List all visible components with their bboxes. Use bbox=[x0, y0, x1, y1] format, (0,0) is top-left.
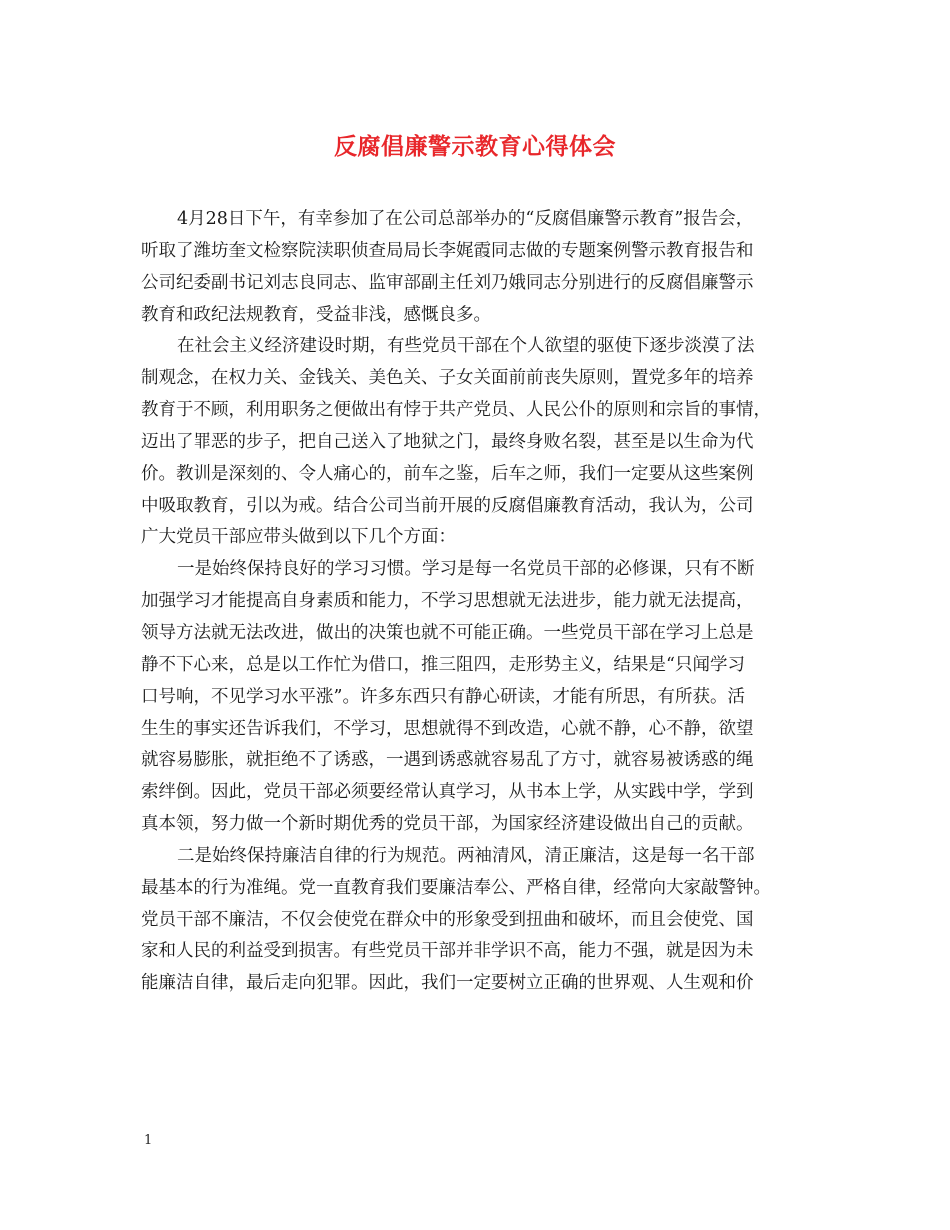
body-line: 索绊倒。因此，党员干部必须要经常认真学习，从书本上学，从实践中学，学到 bbox=[141, 782, 754, 803]
body-line: 党员干部不廉洁，不仅会使党在群众中的形象受到扭曲和破坏，而且会使党、国 bbox=[141, 909, 754, 930]
body-line: 二是始终保持廉洁自律的行为规范。两袖清风，清正廉洁，这是每一名干部 bbox=[177, 845, 755, 866]
body-line: 制观念，在权力关、金钱关、美色关、子女关面前前丧失原则，置党多年的培养 bbox=[141, 368, 754, 389]
body-line: 加强学习才能提高自身素质和能力，不学习思想就无法进步，能力就无法提高， bbox=[141, 591, 754, 612]
body-line: 能廉洁自律，最后走向犯罪。因此，我们一定要树立正确的世界观、人生观和价 bbox=[141, 973, 754, 994]
body-line: 教育于不顾，利用职务之便做出有悖于共产党员、人民公仆的原则和宗旨的事情， bbox=[141, 400, 771, 421]
document-title: 反腐倡廉警示教育心得体会 bbox=[334, 133, 616, 160]
body-line: 领导方法就无法改进，做出的决策也就不可能正确。一些党员干部在学习上总是 bbox=[141, 622, 754, 643]
body-line: 4月28日下午，有幸参加了在公司总部举办的“反腐倡廉警示教育”报告会， bbox=[177, 209, 754, 229]
body-line: 广大党员干部应带头做到以下几个方面： bbox=[141, 527, 456, 548]
body-line: 在社会主义经济建设时期，有些党员干部在个人欲望的驱使下逐步淡漠了法 bbox=[177, 336, 755, 357]
body-line: 最基本的行为准绳。党一直教育我们要廉洁奉公、严格自律，经常向大家敲警钟。 bbox=[141, 877, 771, 898]
body-line: 家和人民的利益受到损害。有些党员干部并非学识不高，能力不强，就是因为未 bbox=[141, 941, 754, 962]
body-line: 听取了潍坊奎文检察院渎职侦查局局长李娓霞同志做的专题案例警示教育报告和 bbox=[141, 240, 754, 261]
body-line: 公司纪委副书记刘志良同志、监审部副主任刘乃娥同志分别进行的反腐倡廉警示 bbox=[141, 272, 754, 293]
body-line: 一是始终保持良好的学习习惯。学习是每一名党员干部的必修课，只有不断 bbox=[177, 559, 755, 580]
body-line: 静不下心来，总是以工作忙为借口，推三阻四，走形势主义，结果是“只闻学习 bbox=[141, 654, 745, 675]
body-line: 真本领，努力做一个新时期优秀的党员干部，为国家经济建设做出自己的贡献。 bbox=[141, 814, 754, 835]
body-line: 中吸取教育，引以为戒。结合公司当前开展的反腐倡廉教育活动，我认为，公司 bbox=[141, 495, 754, 516]
body-line: 迈出了罪恶的步子，把自己送入了地狱之门，最终身败名裂，甚至是以生命为代 bbox=[141, 431, 754, 452]
body-line: 价。教训是深刻的、令人痛心的，前车之鉴，后车之师，我们一定要从这些案例 bbox=[141, 463, 754, 484]
body-line: 生生的事实还告诉我们，不学习，思想就得不到改造，心就不静，心不静，欲望 bbox=[141, 718, 754, 739]
body-line: 口号响，不见学习水平涨”。许多东西只有静心研读，才能有所思，有所获。活 bbox=[141, 686, 745, 707]
body-line: 就容易膨胀，就拒绝不了诱惑，一遇到诱惑就容易乱了方寸，就容易被诱惑的绳 bbox=[141, 750, 754, 771]
body-line: 教育和政纪法规教育，受益非浅，感慨良多。 bbox=[141, 304, 491, 325]
page-number: 1 bbox=[144, 1133, 153, 1148]
document-body bbox=[141, 204, 813, 1000]
